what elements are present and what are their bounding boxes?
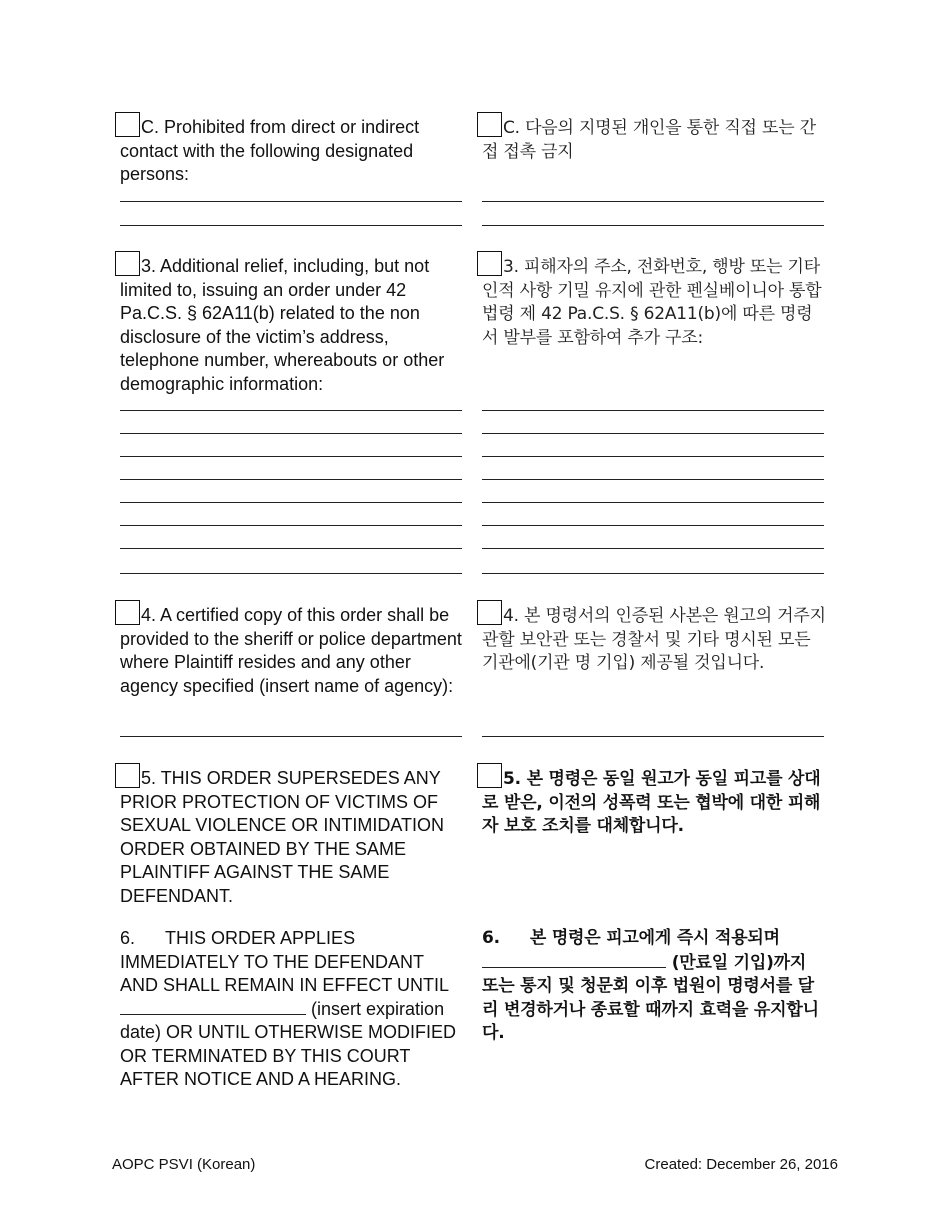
item-c-en [120, 112, 465, 187]
item-c-ko [482, 112, 827, 164]
blank-line[interactable] [120, 502, 462, 503]
item-6-ko [482, 927, 827, 1046]
blank-line[interactable] [120, 433, 462, 434]
item-5-en [120, 763, 465, 908]
item-3-ko [482, 251, 827, 350]
blank-line[interactable] [120, 548, 462, 549]
blank-line[interactable] [120, 479, 462, 480]
item-3-en [120, 251, 465, 396]
blank-line[interactable] [482, 433, 824, 434]
item-6-text-b-en: (insert expiration date) OR UNTIL OTHERWISE MODIFIED OR TERMINATED BY THIS COURT AFTER NOTICE AND A HEARING. [120, 998, 457, 1089]
expiration-blank-ko[interactable] [482, 951, 666, 968]
item-5-ko [482, 763, 827, 839]
blank-line[interactable] [482, 525, 824, 526]
blank-line[interactable] [482, 201, 824, 202]
item-c-text-en: C. Prohibited from direct or indirect contact with the following designated persons: [120, 117, 420, 184]
item-5-checkbox-ko[interactable] [477, 763, 502, 788]
blank-line[interactable] [120, 525, 462, 526]
blank-line[interactable] [482, 573, 824, 574]
blank-line[interactable] [120, 456, 462, 457]
item-6-number-en: 6. [120, 928, 136, 948]
blank-line[interactable] [482, 502, 824, 503]
form-code: AOPC PSVI (Korean) [112, 1156, 256, 1173]
item-4-ko [482, 600, 827, 676]
item-6-text-b-ko: (만료일 기입)까지 또는 통지 및 청문회 이후 법원이 명령서를 달리 변경하거나 종료할 때까지 효력을 유지합니다. [482, 952, 819, 1043]
item-6-text-a-en: THIS ORDER APPLIES IMMEDIATELY TO THE DEFENDANT AND SHALL REMAIN IN EFFECT UNTIL [120, 928, 449, 995]
blank-line[interactable] [482, 736, 824, 737]
blank-line[interactable] [482, 410, 824, 411]
item-5-text-en: 5. THIS ORDER SUPERSEDES ANY PRIOR PROTECTION OF VICTIMS OF SEXUAL VIOLENCE OR INTIMIDATION ORDER OBTAINED BY THE SAME PLAINTIFF AGAINST THE SAME DEFENDANT. [120, 768, 445, 906]
item-6-text-a-ko: 본 명령은 피고에게 즉시 적용되며 [529, 928, 780, 948]
blank-line[interactable] [120, 225, 462, 226]
blank-line[interactable] [120, 736, 462, 737]
blank-line[interactable] [120, 573, 462, 574]
item-c-checkbox-en[interactable] [115, 112, 140, 137]
item-5-checkbox-en[interactable] [115, 763, 140, 788]
item-4-en [120, 600, 465, 698]
blank-line[interactable] [482, 225, 824, 226]
item-4-checkbox-ko[interactable] [477, 600, 502, 625]
item-c-text-ko: C. 다음의 지명된 개인을 통한 직접 또는 간접 접촉 금지 [482, 118, 816, 162]
item-3-text-ko: 3. 피해자의 주소, 전화번호, 행방 또는 기타 인적 사항 기밀 유지에 관한 펜실베이니아 통합 법령 제 42 Pa.C.S. § 62A11(b)에 따른 명령서 발부를 포함하여 추가 구조: [482, 257, 822, 348]
item-4-text-ko: 4. 본 명령서의 인증된 사본은 원고의 거주지 관할 보안관 또는 경찰서 및 기타 명시된 모든 기관에(기관 명 기입) 제공될 것입니다. [482, 606, 826, 673]
item-6-en [120, 927, 465, 1092]
item-c-checkbox-ko[interactable] [477, 112, 502, 137]
blank-line[interactable] [120, 410, 462, 411]
item-6-number-ko: 6. [482, 928, 500, 948]
blank-line[interactable] [482, 548, 824, 549]
expiration-blank-en[interactable] [120, 998, 306, 1015]
item-4-text-en: 4. A certified copy of this order shall be provided to the sheriff or police department where Plaintiff resides and any other agency specified (insert name of agency): [120, 605, 462, 696]
item-3-checkbox-ko[interactable] [477, 251, 502, 276]
item-3-text-en: 3. Additional relief, including, but not limited to, issuing an order under 42 Pa.C.S. § 62A11(b) related to the non disclosure of the victim’s address, telephone number, whereabouts or other demographic information: [120, 256, 445, 394]
item-5-text-ko: 5. 본 명령은 동일 원고가 동일 피고를 상대로 받은, 이전의 성폭력 또는 협박에 대한 피해자 보호 조치를 대체합니다. [482, 769, 821, 836]
item-3-checkbox-en[interactable] [115, 251, 140, 276]
blank-line[interactable] [120, 201, 462, 202]
blank-line[interactable] [482, 479, 824, 480]
blank-line[interactable] [482, 456, 824, 457]
item-4-checkbox-en[interactable] [115, 600, 140, 625]
created-date: Created: December 26, 2016 [644, 1156, 838, 1173]
